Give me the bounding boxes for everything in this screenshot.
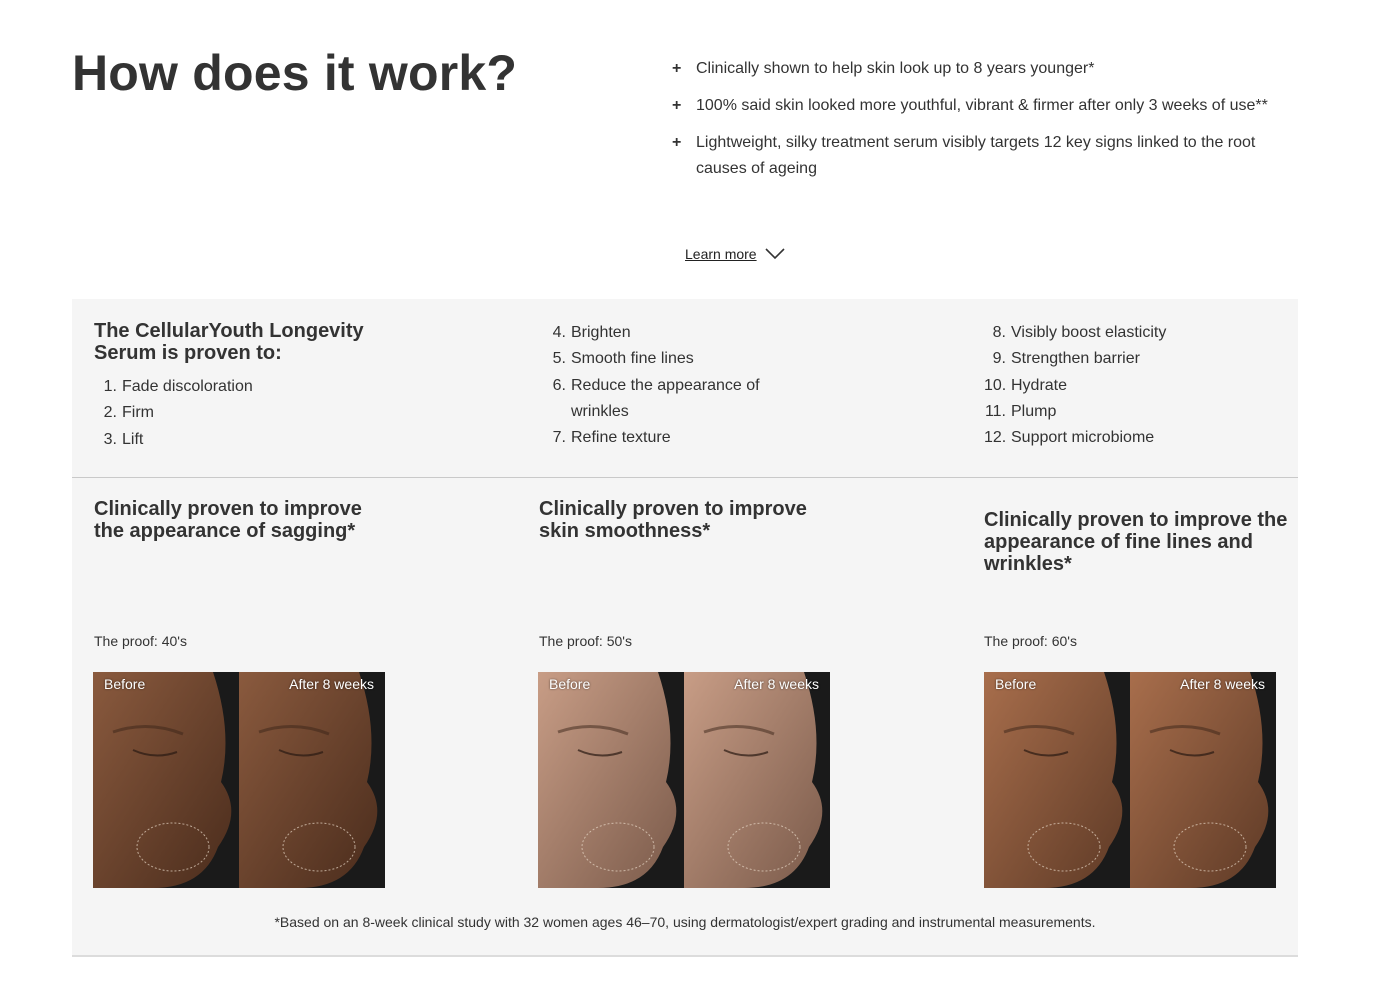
- learn-more-label: Learn more: [685, 246, 757, 262]
- sign-number: 3.: [103, 430, 117, 448]
- study-card: [984, 509, 1296, 575]
- face-image: [1130, 672, 1276, 888]
- benefit-text: Lightweight, silky treatment serum visibly targets 12 key signs linked to the root causes of ageing: [696, 134, 1256, 177]
- study-title: Clinically proven to improve skin smoothness*: [539, 498, 807, 542]
- sign-item: [984, 425, 1166, 451]
- sign-item: [984, 346, 1166, 372]
- before-label: Before: [549, 676, 591, 692]
- benefit-item: [672, 56, 1282, 82]
- after-photo: [239, 672, 385, 888]
- sign-item: [984, 320, 1166, 346]
- before-photo: [538, 672, 684, 888]
- footnote: *Based on an 8-week clinical study with 32 women ages 46–70, using dermatologist/expert grading and instrumental measurements.: [274, 914, 1096, 930]
- sign-item: [95, 427, 253, 453]
- benefit-text: 100% said skin looked more youthful, vibrant & firmer after only 3 weeks of use**: [696, 97, 1268, 114]
- sign-item: [544, 373, 794, 426]
- before-after-photo: [538, 672, 830, 888]
- sign-item: [544, 346, 794, 372]
- face-shape: [239, 672, 377, 888]
- before-after-photo: [984, 672, 1276, 888]
- sign-number: 1.: [103, 378, 117, 395]
- sign-label: Lift: [122, 430, 144, 448]
- page-title: How does it work?: [72, 45, 518, 101]
- sign-label: Reduce the appearance of wrinkles: [571, 376, 760, 420]
- sign-label: Brighten: [571, 324, 631, 341]
- sign-label: Plump: [1011, 402, 1057, 420]
- sign-item: [984, 373, 1166, 399]
- sign-number: 8.: [992, 324, 1006, 341]
- face-shape: [684, 672, 822, 888]
- proven-panel: [72, 299, 1298, 957]
- sign-number: 4.: [552, 324, 566, 341]
- benefit-item: [672, 130, 1282, 182]
- study-title: Clinically proven to improve the appearance of sagging*: [94, 498, 362, 542]
- benefit-item: [672, 93, 1282, 119]
- study-card: [539, 498, 839, 542]
- sign-number: 5.: [552, 350, 566, 368]
- signs-list-3: [984, 320, 1166, 451]
- sign-number: 7.: [552, 429, 566, 447]
- sign-number: 10.: [984, 376, 1007, 394]
- after-label: After 8 weeks: [734, 676, 819, 692]
- proven-heading: The CellularYouth Longevity Serum is proven to:: [94, 320, 364, 364]
- sign-item: [95, 400, 253, 426]
- learn-more-link[interactable]: [685, 246, 785, 262]
- sign-label: Smooth fine lines: [571, 350, 694, 368]
- sign-label: Fade discoloration: [122, 378, 253, 395]
- sign-label: Visibly boost elasticity: [1011, 324, 1167, 341]
- sign-label: Strengthen barrier: [1011, 350, 1140, 368]
- sign-number: 2.: [103, 404, 117, 422]
- before-label: Before: [995, 676, 1037, 692]
- proof-label: The proof: 40's: [94, 633, 187, 649]
- before-photo: [93, 672, 239, 888]
- sign-label: Hydrate: [1011, 376, 1068, 394]
- plus-icon: +: [672, 134, 682, 151]
- sign-item: [984, 399, 1166, 425]
- sign-item: [95, 374, 253, 400]
- sign-label: Firm: [122, 404, 154, 422]
- benefits-list: [672, 56, 1282, 193]
- chevron-down-icon: [765, 248, 785, 260]
- face-shape: [538, 672, 676, 888]
- plus-icon: +: [672, 97, 682, 114]
- face-image: [984, 672, 1130, 888]
- before-label: Before: [104, 676, 146, 692]
- plus-icon: +: [672, 60, 682, 77]
- sign-label: Refine texture: [571, 429, 671, 447]
- after-photo: [684, 672, 830, 888]
- face-shape: [93, 672, 231, 888]
- section-divider: [72, 477, 1298, 478]
- face-shape: [984, 672, 1122, 888]
- proof-label: The proof: 50's: [539, 633, 632, 649]
- study-title: Clinically proven to improve the appearance of fine lines and wrinkles*: [984, 509, 1288, 575]
- face-image: [684, 672, 830, 888]
- sign-item: [544, 320, 794, 346]
- face-shape: [1130, 672, 1268, 888]
- study-card: [94, 498, 384, 542]
- face-image: [93, 672, 239, 888]
- sign-number: 11.: [984, 402, 1006, 420]
- sign-number: 9.: [992, 350, 1006, 368]
- after-label: After 8 weeks: [289, 676, 374, 692]
- face-image: [538, 672, 684, 888]
- signs-list-2: [544, 320, 794, 451]
- sign-number: 12.: [984, 429, 1007, 447]
- before-photo: [984, 672, 1130, 888]
- face-image: [239, 672, 385, 888]
- proof-label: The proof: 60's: [984, 633, 1077, 649]
- after-label: After 8 weeks: [1180, 676, 1265, 692]
- sign-item: [544, 425, 794, 451]
- sign-label: Support microbiome: [1011, 429, 1155, 447]
- after-photo: [1130, 672, 1276, 888]
- sign-number: 6.: [552, 376, 566, 394]
- signs-list-1: [95, 374, 253, 453]
- before-after-photo: [93, 672, 385, 888]
- benefit-text: Clinically shown to help skin look up to 8 years younger*: [696, 60, 1095, 77]
